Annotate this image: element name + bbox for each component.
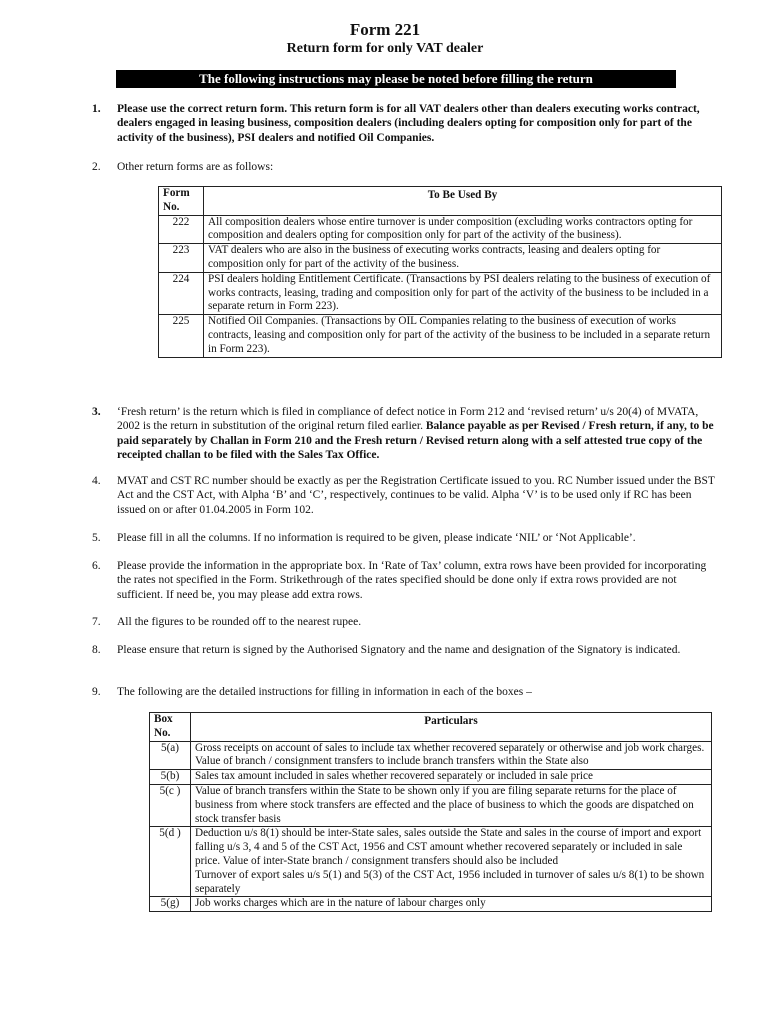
form-number-cell: 225: [159, 315, 204, 357]
box-particulars-text: Deduction u/s 8(1) should be inter-State sales, sales outside the State and sales in the course of import and export falling u/s 3, 4 and 5 of the CST Act, 1956 and CST amount whether recovered separately or included in sale price. Value of inter-State branch / consignment transfers should also be included: [195, 827, 702, 867]
table-row: [159, 315, 722, 357]
table-row: [150, 741, 712, 770]
instruction-number: 9.: [92, 686, 101, 698]
box-particulars-note: Turnover of export sales u/s 5(1) and 5(3) of the CST Act, 1956 included in turnover of sales u/s 8(1) to be shown separately: [195, 868, 705, 895]
box-number-cell: 5(d ): [150, 827, 191, 897]
table-header-row: [150, 713, 712, 742]
instruction-number: 6.: [92, 560, 101, 572]
box-particulars-cell: Sales tax amount included in sales whether recovered separately or included in sale price: [191, 770, 712, 785]
form-number-cell: 222: [159, 215, 204, 244]
box-number-cell: 5(a): [150, 741, 191, 770]
instruction-text: Please use the correct return form. This return form is for all VAT dealers other than dealers executing works contract, dealers engaged in leasing business, composition dealers (including dealers opting for composition only for part of the activity of the business), PSI dealers and notified Oil Companies.: [117, 103, 700, 144]
instruction-text: [117, 405, 722, 462]
instructions-banner: The following instructions may please be noted before filling the return: [116, 70, 676, 88]
instruction-number: 8.: [92, 644, 101, 656]
table-row: [159, 272, 722, 314]
box-number-cell: 5(c ): [150, 784, 191, 826]
form-description-cell: PSI dealers holding Entitlement Certificate. (Transactions by PSI dealers relating to the business of execution of works contracts, leasing, trading and composition only for part of the activity of the business to be included in a separate return in Form 223).: [204, 272, 722, 314]
form-subtitle: Return form for only VAT dealer: [286, 41, 484, 56]
form-number-cell: 224: [159, 272, 204, 314]
instruction-text: The following are the detailed instructions for filling in information in each of the boxes –: [117, 686, 532, 698]
table-row: [159, 244, 722, 273]
instruction-text-emphasis: Balance payable as per Revised / Fresh return, if any, to be paid separately by Challan in Form 210 and the Fresh return / Revised return along with a self attested true copy of the receipted challan to be filed with the Sales Tax Office.: [117, 420, 714, 461]
form-description-cell: Notified Oil Companies. (Transactions by OIL Companies relating to the business of execution of works contracts, leasing and composition only for part of the activity of the business to be included in a separate return in Form 223).: [204, 315, 722, 357]
instruction-text: Please provide the information in the appropriate box. In ‘Rate of Tax’ column, extra rows have been provided for incorporating the rates not specified in the Form. Strikethrough of the rates specified should be done only if extra rows provided are not sufficient. If need be, you may please add extra rows.: [117, 560, 707, 601]
form-description-cell: All composition dealers whose entire turnover is under composition (excluding works contractors opting for composition and dealers opting for composition only for part of the activity of the business).: [204, 215, 722, 244]
box-instructions-table: [149, 712, 712, 912]
box-particulars-cell: Value of branch transfers within the State to be shown only if you are filing separate returns for the place of business from where stock transfers are effected and the place of business to which the goods are dispatched on stock transfer basis: [191, 784, 712, 826]
instruction-text-part: ‘Fresh return’ is the return which is filed in compliance of defect notice in Form 212 and ‘revised return’ u/s 20(4) of MVATA, 2002 is the return in substitution of the original return filed earlier.: [117, 406, 699, 433]
instruction-text: MVAT and CST RC number should be exactly as per the Registration Certificate issued to you. RC Number issued under the BST Act and the CST Act, with Alpha ‘B’ and ‘C’, respectively, continues to be valid. Alpha ‘V’ is to be used only if RC has been issued on or after 01.04.2005 in Form 102.: [117, 475, 715, 516]
instruction-text: Other return forms are as follows:: [117, 161, 274, 173]
table-row: [150, 784, 712, 826]
instruction-text: Please ensure that return is signed by the Authorised Signatory and the name and designation of the Signatory is indicated.: [117, 644, 681, 656]
box-particulars-cell: Gross receipts on account of sales to include tax whether recovered separately or otherwise and job work charges. Value of branch / consignment transfers to include branch transfers within the State also: [191, 741, 712, 770]
form-no-header: Form No.: [159, 187, 204, 216]
box-number-cell: 5(g): [150, 897, 191, 912]
instruction-number: 1.: [92, 103, 101, 115]
table-row: [150, 770, 712, 785]
instruction-number: 5.: [92, 532, 101, 544]
instruction-text: Please fill in all the columns. If no information is required to be given, please indicate ‘NIL’ or ‘Not Applicable’.: [117, 532, 636, 544]
form-description-cell: VAT dealers who are also in the business of executing works contracts, leasing and dealers opting for composition only for part of the activity of the business.: [204, 244, 722, 273]
box-number-cell: 5(b): [150, 770, 191, 785]
instruction-text: All the figures to be rounded off to the nearest rupee.: [117, 616, 362, 628]
table-row: [150, 827, 712, 897]
table-row: [150, 897, 712, 912]
table-header-row: [159, 187, 722, 216]
table-row: [159, 215, 722, 244]
instruction-number: 4.: [92, 475, 101, 487]
instruction-number: 7.: [92, 616, 101, 628]
instruction-number: 2.: [92, 161, 101, 173]
box-particulars-cell: Job works charges which are in the nature of labour charges only: [191, 897, 712, 912]
box-no-header: Box No.: [150, 713, 191, 742]
other-forms-table: [158, 186, 722, 358]
particulars-header: Particulars: [191, 713, 712, 742]
to-be-used-by-header: To Be Used By: [204, 187, 722, 216]
form-number-cell: 223: [159, 244, 204, 273]
form-title: Form 221: [349, 20, 421, 39]
box-particulars-cell: [191, 827, 712, 897]
instruction-number: 3.: [92, 406, 101, 418]
